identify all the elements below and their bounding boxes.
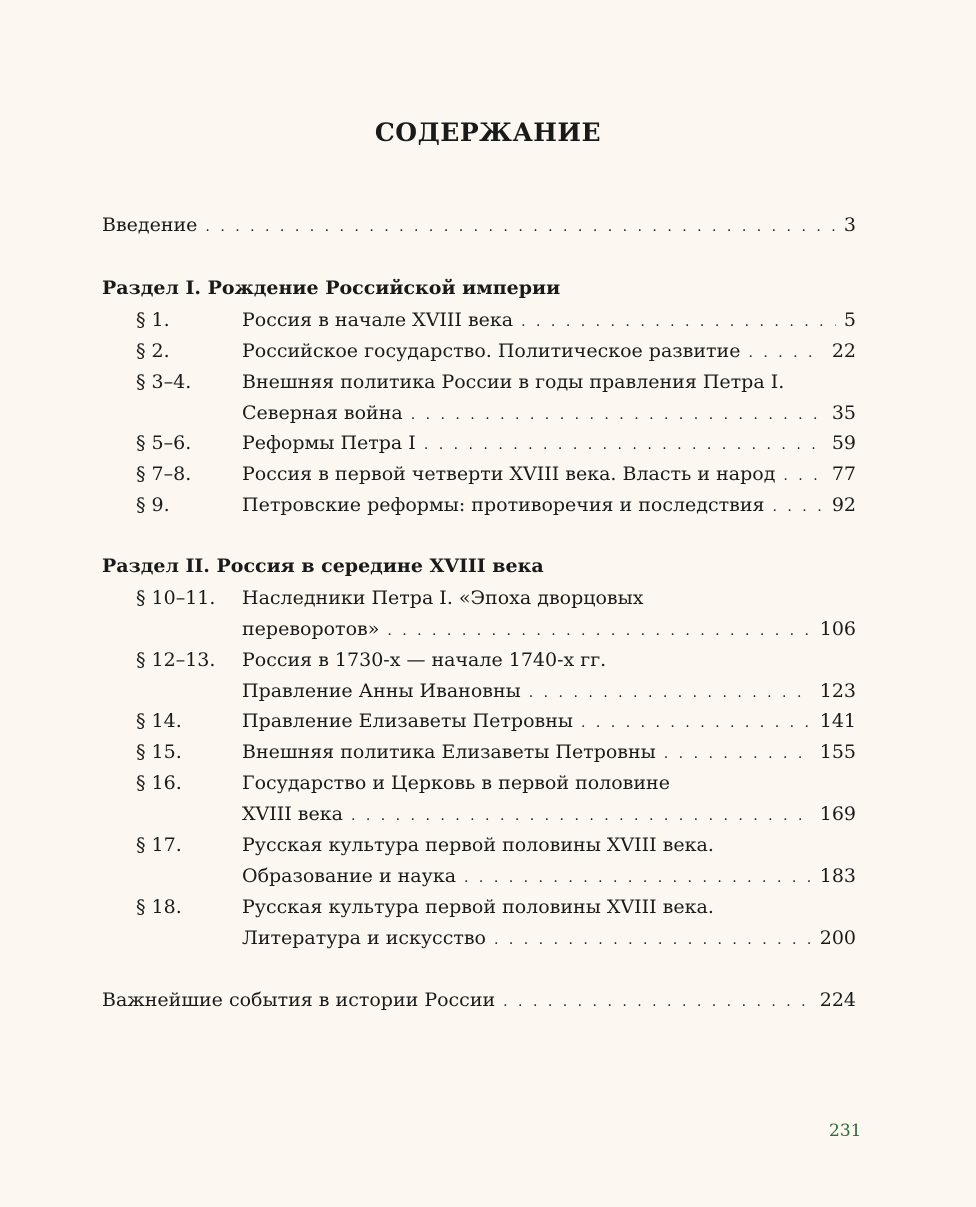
- toc-entry: [136, 308, 856, 334]
- entry-page: 3: [843, 214, 856, 236]
- entry-page: 35: [831, 402, 856, 424]
- paragraph-number: § 10–11.: [136, 587, 216, 609]
- toc-entry: [136, 833, 856, 890]
- section-title: Раздел II. Россия в середине XVIII века: [102, 555, 544, 577]
- toc-entry: [136, 493, 856, 519]
- entry-page: 141: [819, 710, 856, 732]
- paragraph-number: § 14.: [136, 710, 182, 732]
- toc-entry: [136, 740, 856, 766]
- entry-page: 224: [819, 989, 856, 1011]
- entry-page: 183: [819, 865, 856, 887]
- toc-entry: [136, 648, 856, 705]
- toc-entry: [136, 431, 856, 457]
- toc-entry: [136, 462, 856, 488]
- entry-title-line: Правление Анны Ивановны: [242, 680, 521, 702]
- section-title: Раздел I. Рождение Российской империи: [102, 277, 561, 299]
- leader-dots: [664, 742, 812, 766]
- paragraph-number: § 3–4.: [136, 371, 192, 393]
- toc-entry-final: [102, 988, 856, 1014]
- page-title: СОДЕРЖАНИЕ: [374, 118, 602, 147]
- leader-dots: [464, 866, 812, 890]
- entry-title: Российское государство. Политическое развитие: [242, 340, 741, 362]
- entry-page: 123: [819, 680, 856, 702]
- toc-entry: [136, 586, 856, 643]
- entry-title-line: переворотов»: [242, 618, 380, 640]
- paragraph-number: § 15.: [136, 741, 182, 763]
- entry-title-line: Внешняя политика России в годы правления Петра I.: [242, 371, 785, 393]
- entry-page: 200: [819, 927, 856, 949]
- toc-entry: [136, 709, 856, 735]
- toc-entry: [136, 895, 856, 952]
- entry-page: 59: [831, 432, 856, 454]
- entry-page: 106: [819, 618, 856, 640]
- paragraph-number: § 16.: [136, 772, 182, 794]
- entry-title-line: Северная война: [242, 402, 403, 424]
- leader-dots: [424, 433, 824, 457]
- entry-title: Россия в первой четверти XVIII века. Власть и народ: [242, 463, 776, 485]
- paragraph-number: § 7–8.: [136, 463, 192, 485]
- leader-dots: [387, 619, 811, 643]
- toc-entry: [136, 771, 856, 828]
- entry-page: 92: [831, 494, 856, 516]
- paragraph-number: § 9.: [136, 494, 170, 516]
- entry-title: Внешняя политика Елизаветы Петровны: [242, 741, 656, 763]
- toc-entry: [136, 370, 856, 427]
- entry-page: 5: [843, 309, 856, 331]
- paragraph-number: § 1.: [136, 309, 170, 331]
- entry-title-line: Русская культура первой половины XVIII века.: [242, 834, 714, 856]
- entry-title-line: Россия в 1730-х — начале 1740-х гг.: [242, 649, 607, 671]
- entry-title: Введение: [102, 214, 198, 236]
- entry-title-line: Русская культура первой половины XVIII века.: [242, 896, 714, 918]
- paragraph-number: § 12–13.: [136, 649, 216, 671]
- toc-entry-intro: [102, 213, 856, 239]
- leader-dots: [748, 341, 823, 365]
- entry-title-line: Государство и Церковь в первой половине: [242, 772, 670, 794]
- entry-title: Россия в начале XVIII века: [242, 309, 514, 331]
- entry-title-line: Литература и искусство: [242, 927, 486, 949]
- entry-title-line: XVIII века: [242, 803, 343, 825]
- paragraph-number: § 18.: [136, 896, 182, 918]
- leader-dots: [521, 310, 836, 334]
- leader-dots: [581, 711, 812, 735]
- leader-dots: [773, 495, 824, 519]
- leader-dots: [529, 681, 812, 705]
- leader-dots: [503, 990, 812, 1014]
- entry-page: 169: [819, 803, 856, 825]
- entry-title: Петровские реформы: противоречия и последствия: [242, 494, 765, 516]
- entry-title: Правление Елизаветы Петровны: [242, 710, 573, 732]
- leader-dots: [351, 804, 812, 828]
- paragraph-number: § 17.: [136, 834, 182, 856]
- paragraph-number: § 5–6.: [136, 432, 192, 454]
- leader-dots: [494, 928, 812, 952]
- leader-dots: [205, 215, 835, 239]
- entry-title-line: Образование и наука: [242, 865, 457, 887]
- entry-title: Важнейшие события в истории России: [102, 989, 496, 1011]
- entry-page: 155: [819, 741, 856, 763]
- page-number: 231: [829, 1121, 862, 1141]
- leader-dots: [783, 464, 823, 488]
- entry-page: 22: [831, 340, 856, 362]
- leader-dots: [411, 403, 824, 427]
- toc-entry: [136, 339, 856, 365]
- entry-title: Реформы Петра I: [242, 432, 416, 454]
- entry-page: 77: [831, 463, 856, 485]
- entry-title-line: Наследники Петра I. «Эпоха дворцовых: [242, 587, 644, 609]
- paragraph-number: § 2.: [136, 340, 170, 362]
